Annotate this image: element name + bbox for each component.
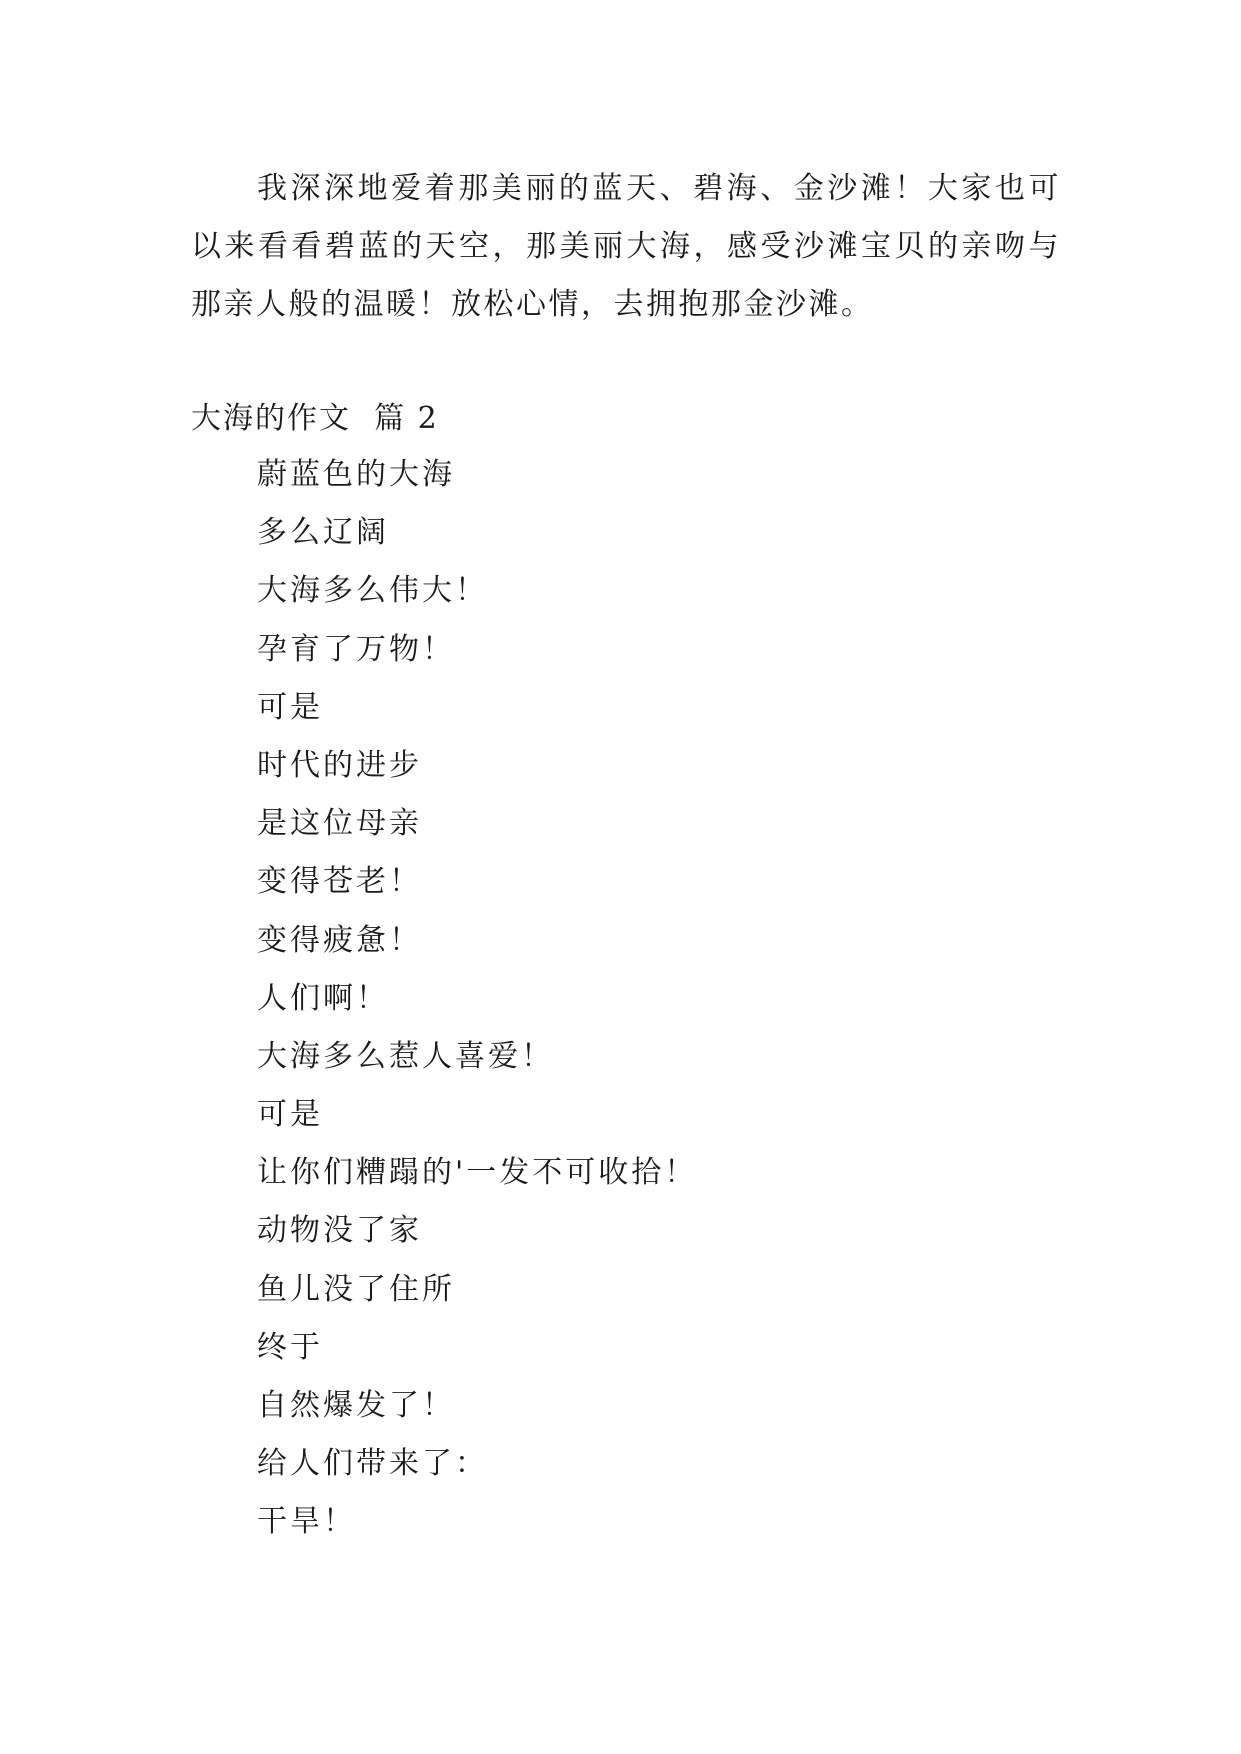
poem-line: 可是 [257,689,323,725]
poem-line: 变得疲惫！ [257,922,422,958]
poem-line: 大海多么伟大！ [257,573,488,609]
poem-line: 干旱！ [257,1504,356,1540]
poem-line: 终于 [257,1329,323,1365]
poem-line: 时代的进步 [257,747,422,783]
poem-line: 给人们带来了： [257,1446,488,1482]
poem-line: 鱼儿没了住所 [257,1271,455,1307]
poem [257,455,697,1561]
poem-line: 孕育了万物！ [257,631,455,667]
poem-line: 多么辽阔 [257,515,389,551]
poem-line: 人们啊！ [257,980,389,1016]
poem-line: 可是 [257,1097,323,1133]
poem-line: 让你们糟蹋的'一发不可收拾！ [257,1155,698,1191]
section-heading: 大海的作文 篇 2 [191,401,439,436]
poem-line: 大海多么惹人喜爱！ [257,1038,554,1074]
poem-line: 动物没了家 [257,1213,422,1249]
intro-paragraph: 我深深地爱着那美丽的蓝天、碧海、金沙滩！大家也可以来看看碧蓝的天空，那美丽大海，感受沙滩宝贝的亲吻与那亲人般的温暖！放松心情，去拥抱那金沙滩。 [191,171,1061,322]
poem-line: 是这位母亲 [257,806,422,842]
poem-line: 自然爆发了！ [257,1388,455,1423]
poem-line: 变得苍老！ [257,864,422,900]
poem-line: 蔚蓝色的大海 [257,457,455,492]
